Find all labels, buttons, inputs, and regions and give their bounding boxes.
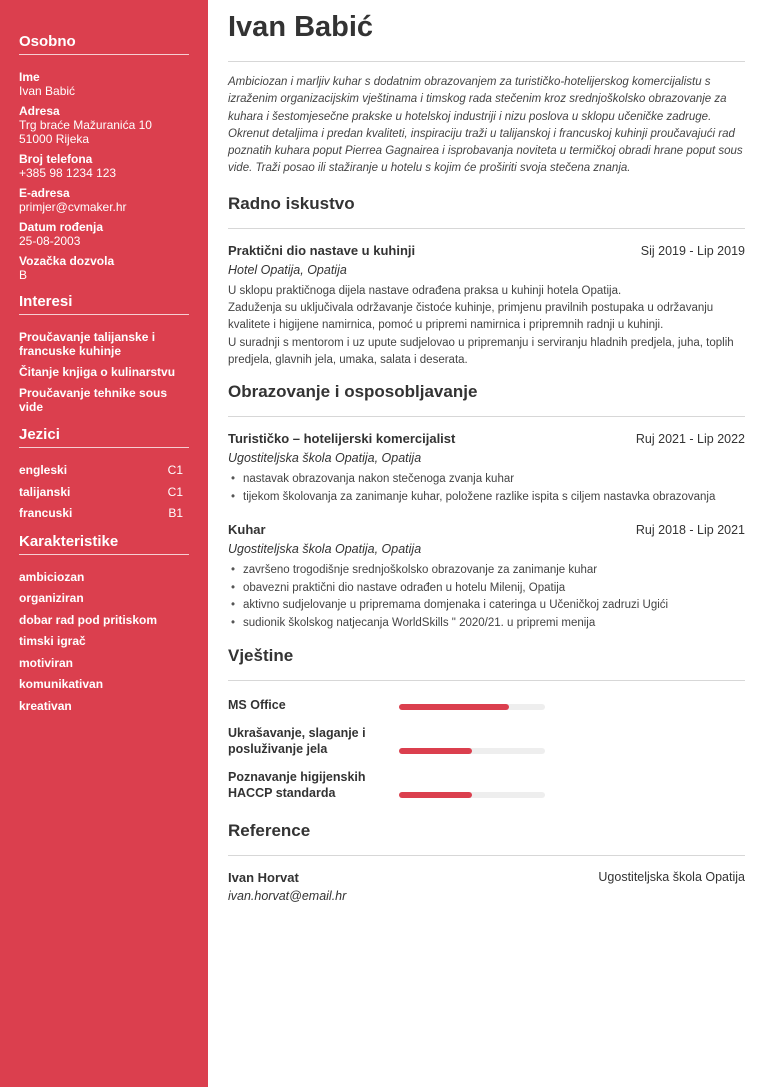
trait-item: komunikativan [19,677,104,691]
references-heading: Reference [228,821,311,841]
skill-row [228,725,745,757]
entry-organization: Ugostiteljska škola Opatija, Opatija [228,542,422,557]
divider [228,61,745,62]
bullet-item: • aktivno sudjelovanje u pripremama domjenaka i cateringa u Učeničkoj zadruzi Ugići [228,597,745,615]
divider [228,855,745,856]
skill-bar [399,748,545,754]
education-entry [228,430,745,506]
language-row [19,506,189,520]
profile-summary: Ambiciozan i marljiv kuhar s dodatnim obrazovanjem za turističko-hotelijerskog komercijalistu s izraženim organizacijskim vještinama i timskog rada stečenim kroz srednjoškolsko obrazovanje za kuhara i šestomjesečne prakske u hotelskoj industriji i nizu poslova u sklopu učeničke zadruge. Okrenut detaljima i predan kvaliteti, inspiraciju traži u talijanskoj i francuskoj kuhinji proučavajući rad poznatih kuhara poput Pierrea Gagnairea i isprobavanja noviteta u termičkoj obradi hrane poput sous vide. Traži posao ili stažiranje u hotelu s kojim će proširiti svoja stečena znanja. [228,76,743,175]
entry-title: Kuhar [228,522,266,538]
info-name [19,70,189,98]
skill-bar [399,704,545,710]
skills-section [228,646,745,801]
language-level: C1 [167,484,183,499]
traits-heading: Karakteristike [19,528,189,555]
language-level: C1 [167,463,183,477]
info-label: Ime [19,70,40,84]
interests-list [19,330,189,414]
work-entry [228,242,745,369]
entry-date: Ruj 2021 - Lip 2022 [635,432,745,447]
info-value: Ivan Babić [19,84,76,98]
entry-title: Turističko – hotelijerski komercijalist [228,431,456,447]
info-driving-license [19,254,189,282]
divider [228,416,745,417]
info-label: Datum rođenja [19,220,104,234]
bullet-item: • sudionik školskog natjecanja WorldSkills " 2020/21. u pripremi menija [228,615,745,633]
info-value: 25-08-2003 [19,234,81,248]
bullet-item: • završeno trogodišnje srednjoškolsko obrazovanje za zanimanje kuhar [228,562,745,580]
skill-name: Poznavanje higijenskih HACCP standarda [228,770,366,801]
info-value: +385 98 1234 123 [19,166,117,180]
trait-item: kreativan [19,698,72,713]
skill-bar-fill [399,748,472,754]
main-content [228,0,745,905]
trait-item: dobar rad pod pritiskom [19,612,158,627]
interest-item: Proučavanje talijanske i francuske kuhinje [19,330,156,358]
work-heading: Radno iskustvo [228,193,355,213]
info-email [19,186,189,214]
language-name: francuski [19,506,73,520]
trait-item: ambiciozan [19,569,85,584]
language-name: engleski [19,463,68,477]
info-label: E-adresa [19,186,70,200]
education-entry [228,521,745,632]
entry-organization: Hotel Opatija, Opatija [228,262,347,277]
skill-name: MS Office [228,698,286,713]
entry-organization: Ugostiteljska škola Opatija, Opatija [228,451,422,466]
entry-title: Praktični dio nastave u kuhinji [228,242,416,258]
interests-heading: Interesi [19,288,189,315]
skill-row [228,769,745,801]
skill-name: Ukrašavanje, slaganje i posluživanje jela [228,726,366,757]
reference-name: Ivan Horvat [228,870,299,886]
language-row [19,485,189,499]
reference-organization: Ugostiteljska škola Opatija [598,870,745,885]
skill-row [228,697,745,713]
personal-info [19,70,189,282]
interest-item: Proučavanje tehnike sous vide [19,386,168,414]
info-label: Broj telefona [19,152,93,166]
info-phone [19,152,189,180]
languages-list [19,463,189,520]
divider [228,228,745,229]
skills-heading: Vještine [228,646,294,666]
personal-heading: Osobno [19,28,189,55]
education-heading: Obrazovanje i osposobljavanje [228,382,478,402]
entry-bullets [228,471,745,506]
reference-email: ivan.horvat@email.hr [228,889,347,904]
skill-bar-fill [399,792,472,798]
interest-item: Čitanje knjiga o kulinarstvu [19,365,176,379]
divider [228,680,745,681]
trait-item: timski igrač [19,634,86,648]
languages-heading: Jezici [19,421,189,448]
sidebar [0,0,208,1087]
language-level: B1 [168,506,183,520]
info-value: primjer@cvmaker.hr [19,200,127,214]
work-section [228,194,745,369]
info-label: Vozačka dozvola [19,254,115,268]
trait-item: motiviran [19,655,74,670]
references-section [228,821,745,905]
info-label: Adresa [19,104,60,118]
traits-list [19,570,189,713]
language-name: talijanski [19,484,71,499]
candidate-name: Ivan Babić [228,11,374,43]
entry-description: U sklopu praktičnoga dijela nastave odrađena praksa u kuhinji hotela Opatija. Zaduženja su uključivala održavanje čistoće kuhinje, primjenu pravilnih postupaka u održavanju kvalitete i higijene namirnica, pomoć u pripremi namirnica i pripremnih radnji u kuhinji. U suradnji s mentorom i uz upute sudjelovao u pripremanju i serviranju hladnih predjela, juha, toplih predjela, glavnih jela, umaka, salata i deserata. [228,284,734,366]
info-value: B [19,268,28,282]
bullet-item: • tijekom školovanja za zanimanje kuhar, položene razlike ispita s ciljem nastavka obrazovanja [228,489,745,507]
skill-bar-fill [399,704,509,710]
entry-header [228,430,745,448]
reference-header [228,869,745,886]
entry-bullets [228,562,745,632]
entry-header [228,521,745,539]
bullet-item: • obavezni praktični dio nastave odrađen u hotelu Milenij, Opatija [228,580,745,598]
info-birthdate [19,220,189,248]
education-section [228,382,745,632]
entry-date: Ruj 2018 - Lip 2021 [635,523,745,538]
entry-date: Sij 2019 - Lip 2019 [640,243,745,258]
trait-item: organiziran [19,591,84,605]
bullet-item: • nastavak obrazovanja nakon stečenoga zvanja kuhar [228,471,745,489]
entry-header [228,242,745,260]
skill-bar [399,792,545,798]
info-address [19,104,189,146]
language-row [19,463,189,477]
info-value: Trg braće Mažuranića 10 51000 Rijeka [19,118,152,146]
